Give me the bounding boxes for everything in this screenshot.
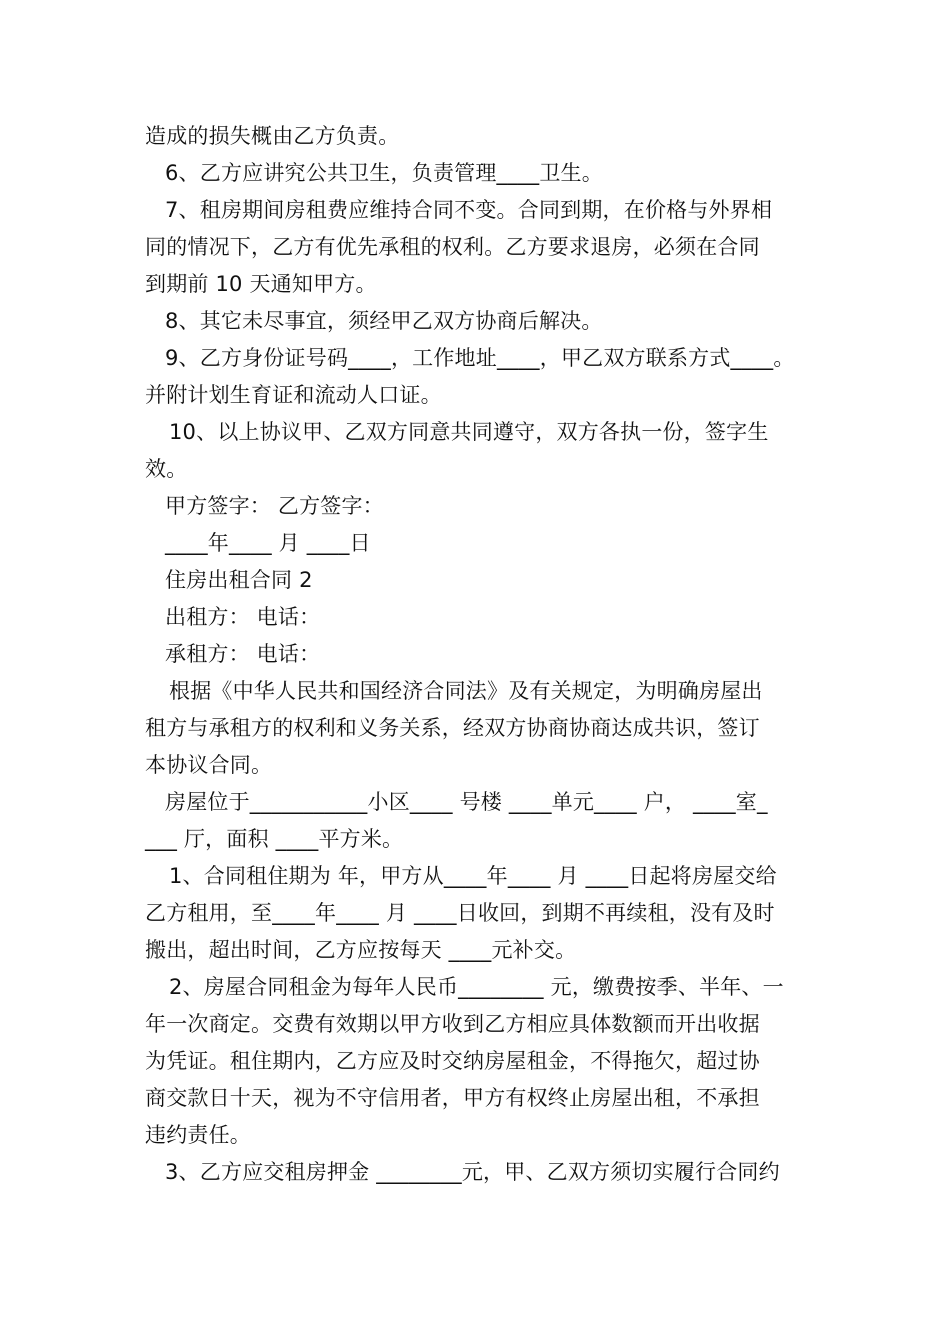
text-line: 1、合同租住期为 年，甲方从____年____ 月 ____日起将房屋交给 — [169, 864, 777, 888]
text-line: 商交款日十天，视为不守信用者，甲方有权终止房屋出租，不承担 — [145, 1086, 760, 1110]
text-line: 根据《中华人民共和国经济合同法》及有关规定，为明确房屋出 — [169, 679, 763, 703]
contract-title: 住房出租合同 2 — [165, 568, 313, 592]
text-line: 6、乙方应讲究公共卫生，负责管理____卫生。 — [165, 161, 603, 185]
text-line: 7、租房期间房租费应维持合同不变。合同到期，在价格与外界相 — [165, 198, 773, 222]
text-line: 年一次商定。交费有效期以甲方收到乙方相应具体数额而开出收据 — [145, 1012, 760, 1036]
text-line: 乙方租用，至____年____ 月 ____日收回，到期不再续租，没有及时 — [145, 901, 775, 925]
text-line: 本协议合同。 — [145, 753, 273, 777]
lessee-line: 承租方： 电话： — [165, 642, 321, 666]
text-line: 并附计划生育证和流动人口证。 — [145, 383, 442, 407]
text-line: 2、房屋合同租金为每年人民币________ 元，缴费按季、半年、一 — [169, 975, 784, 999]
text-line: 造成的损失概由乙方负责。 — [145, 124, 400, 148]
date-line: ____年____ 月 ____日 — [165, 531, 371, 555]
text-line: 违约责任。 — [145, 1123, 251, 1147]
text-line: 房屋位于___________小区____ 号楼 ____单元____ 户， ____室_ — [165, 790, 768, 814]
text-line: 搬出，超出时间，乙方应按每天 ____元补交。 — [145, 938, 577, 962]
text-line: 为凭证。租住期内，乙方应及时交纳房屋租金，不得拖欠，超过协 — [145, 1049, 760, 1073]
text-line: 3、乙方应交租房押金 ________元，甲、乙双方须切实履行合同约 — [165, 1160, 780, 1184]
text-line: 效。 — [145, 457, 188, 481]
lessor-line: 出租方： 电话： — [165, 605, 321, 629]
text-line: 8、其它未尽事宜，须经甲乙双方协商后解决。 — [165, 309, 603, 333]
text-line: 10、以上协议甲、乙双方同意共同遵守，双方各执一份，签字生 — [169, 420, 769, 444]
text-line: 同的情况下，乙方有优先承租的权利。乙方要求退房，必须在合同 — [145, 235, 760, 259]
text-line: ___ 厅，面积 ____平方米。 — [145, 827, 404, 851]
document-body — [145, 118, 825, 1191]
text-line: 9、乙方身份证号码____，工作地址____，甲乙双方联系方式____。 — [165, 346, 795, 370]
text-line: 到期前 10 天通知甲方。 — [145, 272, 377, 296]
text-line: 租方与承租方的权利和义务关系，经双方协商协商达成共识，签订 — [145, 716, 760, 740]
signature-line: 甲方签字： 乙方签字： — [165, 494, 384, 518]
